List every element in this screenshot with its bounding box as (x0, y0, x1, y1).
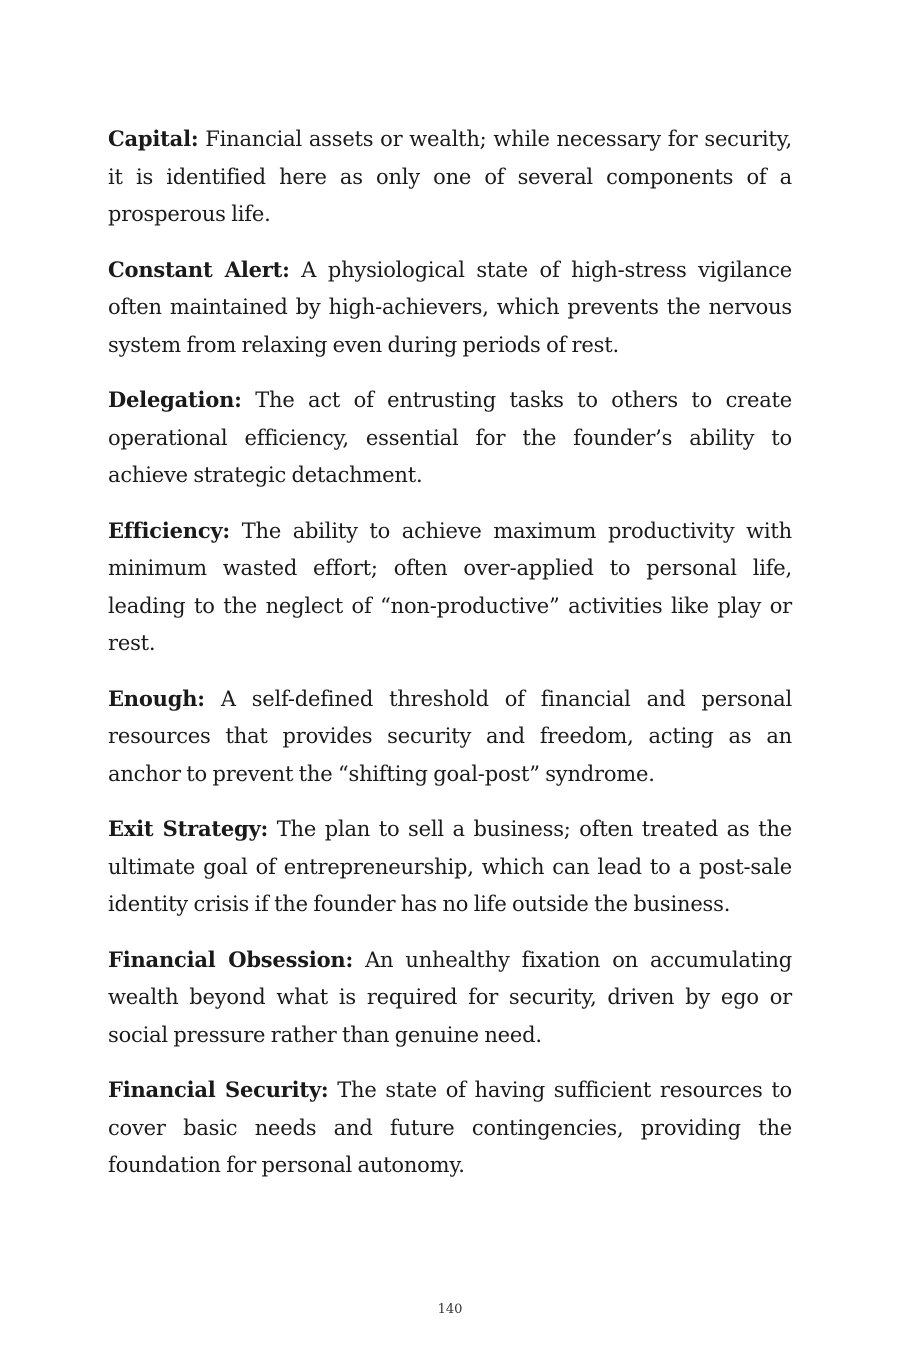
glossary-entry-capital (108, 120, 792, 234)
glossary-definition: The state of having sufficient resources to cover basic needs and future contingencies, providing the foundation for personal autonomy. (108, 1078, 792, 1177)
glossary-list (108, 120, 792, 1202)
glossary-definition: The plan to sell a business; often treated as the ultimate goal of entrepreneurship, which can lead to a post-sale identity crisis if the founder has no life outside the business. (108, 817, 792, 916)
glossary-definition: Financial assets or wealth; while necessary for security, it is identified here as only one of several components of a prosperous life. (108, 127, 792, 226)
glossary-definition: A self-defined threshold of financial and personal resources that provides security and freedom, acting as an anchor to prevent the “shifting goal-post” syndrome. (108, 686, 792, 786)
glossary-entry-efficiency (108, 512, 792, 663)
page-number: 140 (437, 1302, 463, 1317)
glossary-term: Financial Security: (108, 1077, 329, 1102)
glossary-entry-financial-obsession (108, 941, 792, 1055)
glossary-definition: A physiological state of high-stress vigilance often maintained by high-achievers, which prevents the nervous system from relaxing even during periods of rest. (108, 257, 793, 357)
glossary-term: Exit Strategy: (108, 816, 269, 841)
glossary-entry-financial-security (108, 1071, 792, 1185)
glossary-term: Delegation: (108, 387, 242, 412)
glossary-entry-delegation (108, 381, 792, 495)
glossary-term: Constant Alert: (108, 256, 290, 282)
glossary-term: Efficiency: (108, 517, 230, 543)
glossary-entry-exit-strategy (108, 810, 792, 924)
glossary-definition: An unhealthy fixation on accumulating wealth beyond what is required for security, driven by ego or social pressure rather than genuine need. (108, 947, 792, 1047)
glossary-definition: The ability to achieve maximum productivity with minimum wasted effort; often over-applied to personal life, leading to the neglect of “non-productive” activities like play or rest. (108, 518, 792, 655)
glossary-entry-enough (108, 680, 792, 794)
glossary-entry-constant-alert (108, 251, 792, 365)
glossary-term: Capital: (108, 126, 199, 151)
glossary-term: Enough: (108, 685, 205, 711)
glossary-term: Financial Obsession: (108, 946, 354, 972)
glossary-definition: The act of entrusting tasks to others to create operational efficiency, essential for the founder’s ability to achieve strategic detachment. (108, 388, 792, 487)
